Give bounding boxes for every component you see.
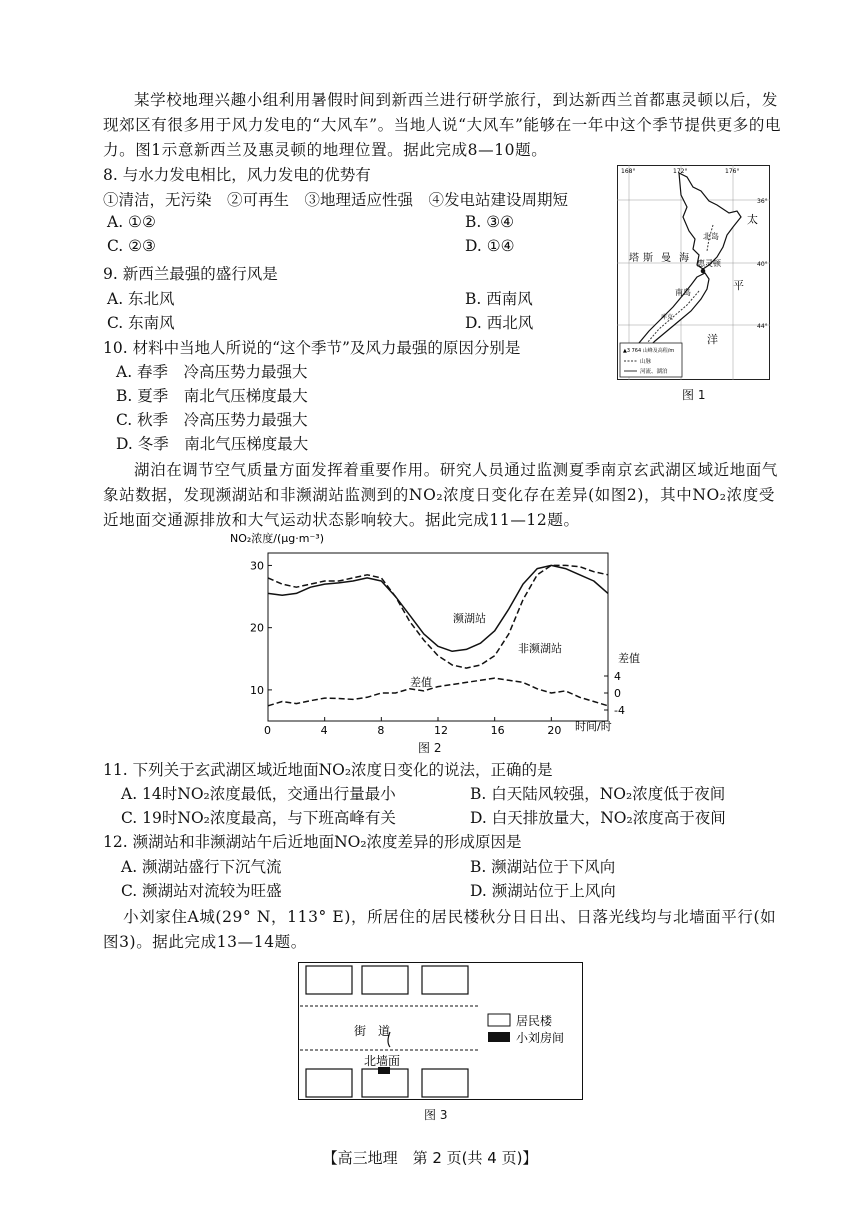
- q9-option-a[interactable]: A. 东北风: [107, 290, 175, 308]
- building-bottom-3: [422, 1069, 468, 1097]
- tasman-sea-char-2: 斯: [643, 253, 653, 264]
- legend-river-lake: 河流、湖泊: [640, 369, 668, 375]
- q12-stem: 12. 濒湖站和非濒湖站午后近地面NO₂浓度差异的形成原因是: [103, 833, 522, 851]
- building-top-3: [422, 966, 468, 994]
- building-bottom-1: [306, 1069, 352, 1097]
- north-island-label: 北岛: [703, 232, 719, 241]
- lat-label-40: 40°: [757, 261, 768, 268]
- intro-paragraph-2: 湖泊在调节空气质量方面发挥着重要作用。研究人员通过监测夏季南京玄武湖区域近地面气象站数据，发现濒湖站和非濒湖站监测到的NO₂浓度日变化存在差异(如图2)，其中NO₂浓度受近地面交通源排放和大气运动状态影响较大。据此完成11—12题。: [103, 461, 779, 529]
- q10-option-a[interactable]: A. 春季 冷高压势力最强大: [116, 363, 308, 381]
- legend-building-label: 居民楼: [516, 1014, 553, 1028]
- lat-label-44: 44°: [757, 323, 768, 330]
- x-tick-label-0: 0: [264, 724, 271, 737]
- intro-paragraph-1: 某学校地理兴趣小组利用暑假时间到新西兰进行研学旅行，到达新西兰首都惠灵顿以后，发现郊区有很多用于风力发电的“大风车”。当地人说“大风车”能够在一年中这个季节提供更多的电力。图1示意新西兰及惠灵顿的地理位置。据此完成8—10题。: [103, 91, 782, 159]
- wellington-label: 惠灵顿: [697, 259, 721, 268]
- y2-tick-label-0: 0: [614, 687, 621, 700]
- lon-label-172: 172°: [673, 168, 688, 175]
- legend-mountain: 山脉: [640, 359, 652, 365]
- legend-room-label: 小刘房间: [516, 1031, 565, 1045]
- q11-option-d[interactable]: D. 白天排放量大，NO₂浓度高于夜间: [470, 809, 726, 827]
- q8-option-b[interactable]: B. ③④: [465, 213, 515, 231]
- q8-option-a[interactable]: A. ①②: [107, 213, 156, 231]
- series-label-feibinhu: 非濒湖站: [518, 642, 562, 655]
- q11-option-a[interactable]: A. 14时NO₂浓度最低，交通出行量最小: [121, 785, 396, 803]
- y2-tick-label-4: 4: [614, 670, 621, 683]
- figure-2-caption: 图 2: [418, 741, 442, 755]
- q9-option-b[interactable]: B. 西南风: [465, 290, 533, 308]
- q8-items: ①清洁，无污染 ②可再生 ③地理适应性强 ④发电站建设周期短: [103, 191, 569, 209]
- x-tick-label-16: 16: [490, 724, 505, 737]
- lat-label-36: 36°: [757, 198, 768, 205]
- lon-label-176: 176°: [725, 168, 740, 175]
- legend-peak: ▲3 764 山峰及高程/m: [623, 348, 675, 354]
- q9-option-c[interactable]: C. 东南风: [107, 314, 175, 332]
- tasman-sea-char-1: 塔: [629, 253, 639, 264]
- figure-3-caption: 图 3: [424, 1108, 448, 1122]
- south-island-label: 南岛: [675, 288, 691, 297]
- tasman-sea-char-4: 海: [679, 253, 689, 264]
- xiaoliu-room-marker: [378, 1067, 390, 1074]
- chart-y2-axis-label: 差值: [618, 652, 640, 665]
- lake-label: 库克: [661, 314, 674, 321]
- chart-y-axis-label: NO₂浓度/(μg·m⁻³): [230, 532, 324, 545]
- x-tick-label-8: 8: [377, 724, 385, 737]
- x-tick-label-20: 20: [547, 724, 562, 737]
- y-tick-label-20: 20: [250, 621, 264, 635]
- series-label-binhu: 濒湖站: [453, 612, 486, 625]
- building-top-1: [306, 966, 352, 994]
- chart-x-axis-label: 时间/时: [575, 720, 612, 733]
- q11-option-b[interactable]: B. 白天陆风较强，NO₂浓度低于夜间: [470, 785, 726, 803]
- y2-tick-label--4: -4: [614, 704, 625, 717]
- no2-line-chart: [215, 530, 645, 755]
- y-tick-label-10: 10: [250, 683, 264, 697]
- pacific-ocean-char-3: 洋: [707, 333, 718, 346]
- x-tick-label-4: 4: [320, 724, 328, 737]
- street-diagram: [298, 962, 583, 1100]
- pacific-ocean-char-1: 太: [747, 213, 758, 226]
- y-tick-label-30: 30: [250, 559, 264, 573]
- legend-room-swatch: [488, 1032, 510, 1042]
- series-label-chazhi: 差值: [410, 676, 432, 689]
- intro-paragraph-3: 小刘家住A城(29° N，113° E)，所居住的居民楼秋分日日出、日落光线均与北墙面平行(如图3)。据此完成13—14题。: [103, 908, 777, 951]
- q9-option-d[interactable]: D. 西北风: [465, 314, 534, 332]
- q9-stem: 9. 新西兰最强的盛行风是: [103, 265, 278, 283]
- q12-option-c[interactable]: C. 濒湖站对流较为旺盛: [121, 882, 282, 900]
- figure-1-caption: 图 1: [682, 388, 706, 402]
- legend-building-swatch: [488, 1014, 510, 1026]
- q10-option-b[interactable]: B. 夏季 南北气压梯度最大: [116, 387, 308, 405]
- q8-stem: 8. 与水力发电相比，风力发电的优势有: [103, 166, 371, 184]
- page-footer: 【高三地理 第 2 页(共 4 页)】: [322, 1149, 538, 1167]
- q8-option-c[interactable]: C. ②③: [107, 237, 156, 255]
- chart-plot-frame: [268, 553, 608, 721]
- q11-option-c[interactable]: C. 19时NO₂浓度最高，与下班高峰有关: [121, 809, 396, 827]
- lon-label-168: 168°: [621, 168, 636, 175]
- street-label: 街 道: [354, 1024, 391, 1038]
- wellington-marker: [701, 269, 706, 274]
- pacific-ocean-char-2: 平: [733, 279, 744, 292]
- q12-option-d[interactable]: D. 濒湖站位于上风向: [470, 882, 616, 900]
- figure-1-map: [617, 165, 770, 380]
- q12-option-a[interactable]: A. 濒湖站盛行下沉气流: [121, 858, 282, 876]
- q12-option-b[interactable]: B. 濒湖站位于下风向: [470, 858, 616, 876]
- tasman-sea-char-3: 曼: [661, 253, 671, 264]
- figure-2-chart: [215, 530, 645, 755]
- q10-option-d[interactable]: D. 冬季 南北气压梯度最大: [116, 435, 309, 453]
- north-wall-label: 北墙面: [364, 1054, 401, 1068]
- q8-option-d[interactable]: D. ①④: [465, 237, 515, 255]
- new-zealand-map: [617, 165, 770, 380]
- x-tick-label-12: 12: [434, 724, 448, 737]
- q11-stem: 11. 下列关于玄武湖区域近地面NO₂浓度日变化的说法，正确的是: [103, 761, 553, 779]
- q10-option-c[interactable]: C. 秋季 冷高压势力最强大: [116, 411, 308, 429]
- q10-stem: 10. 材料中当地人所说的“这个季节”及风力最强的原因分别是: [103, 339, 521, 357]
- figure-3-diagram: [298, 962, 583, 1100]
- building-top-2: [362, 966, 408, 994]
